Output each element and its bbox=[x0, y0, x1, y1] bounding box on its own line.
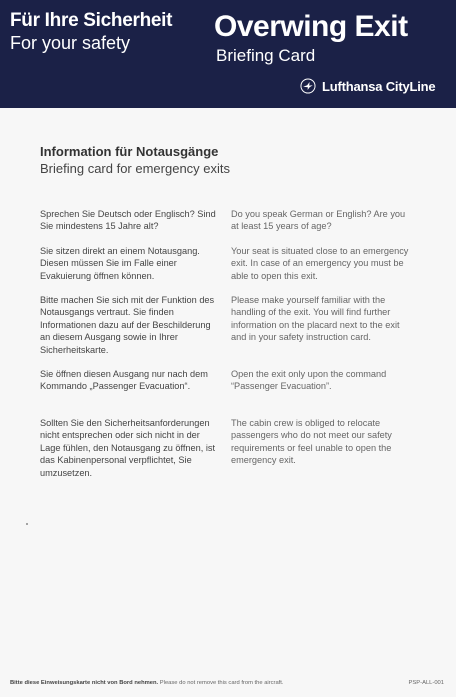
document-code: PSP-ALL-001 bbox=[408, 680, 444, 686]
paragraph-en: Do you speak German or English? Are you at least 15 years of age? bbox=[231, 209, 406, 232]
brand-name: Lufthansa CityLine bbox=[322, 78, 436, 94]
lufthansa-crane-icon bbox=[300, 78, 316, 94]
paragraph-de: Sie sitzen direkt an einem Notausgang. Diesen müssen Sie im Falle einer Evakuierung öffnen können. bbox=[40, 246, 200, 281]
paragraph-en: Please make yourself familiar with the handling of the exit. You will find further information on the placard next to the exit and in your safety instruction card. bbox=[231, 295, 400, 343]
header-title-en: For your safety bbox=[10, 33, 131, 53]
paragraph-de: Sprechen Sie Deutsch oder Englisch? Sind Sie mindestens 15 Jahre alt? bbox=[40, 209, 216, 232]
paragraph-de: Sie öffnen diesen Ausgang nur nach dem Kommando „Passenger Evacuation“. bbox=[40, 369, 208, 392]
footer-note-en: Please do not remove this card from the aircraft. bbox=[159, 680, 284, 686]
footer-note-de: Bitte diese Einweisungskarte nicht von Bord nehmen. bbox=[10, 680, 159, 686]
paragraph-en: Open the exit only upon the command “Passenger Evacuation”. bbox=[231, 369, 387, 392]
section-title-en: Briefing card for emergency exits bbox=[40, 161, 231, 176]
paragraph-en: Your seat is situated close to an emergency exit. In case of an emergency you must be able to open this exit. bbox=[231, 246, 409, 281]
section-title-de: Information für Notausgänge bbox=[40, 144, 219, 159]
brand-logo bbox=[300, 78, 435, 94]
footer-note bbox=[10, 680, 284, 686]
header-banner bbox=[0, 0, 456, 108]
header-title-de: Für Ihre Sicherheit bbox=[10, 10, 173, 31]
paragraph-en: The cabin crew is obliged to relocate passengers who do not meet our safety requirements or feel unable to open the emergency exit. bbox=[231, 418, 392, 466]
paragraph-de: Bitte machen Sie sich mit der Funktion des Notausgangs vertraut. Sie finden Informationen dazu auf der Beschilderung an diesem Ausgang sowie in Ihrer Sicherheitskarte. bbox=[40, 295, 215, 355]
decorative-dot bbox=[26, 523, 28, 525]
main-subtitle: Briefing Card bbox=[216, 46, 316, 65]
paragraph-de: Sollten Sie den Sicherheitsanforderungen nicht entsprechen oder sich nicht in der Lage fühlen, den Notausgang zu öffnen, ist das Kabinenpersonal verpflichtet, Sie umzusetzen. bbox=[40, 418, 216, 478]
main-title: Overwing Exit bbox=[214, 10, 408, 43]
